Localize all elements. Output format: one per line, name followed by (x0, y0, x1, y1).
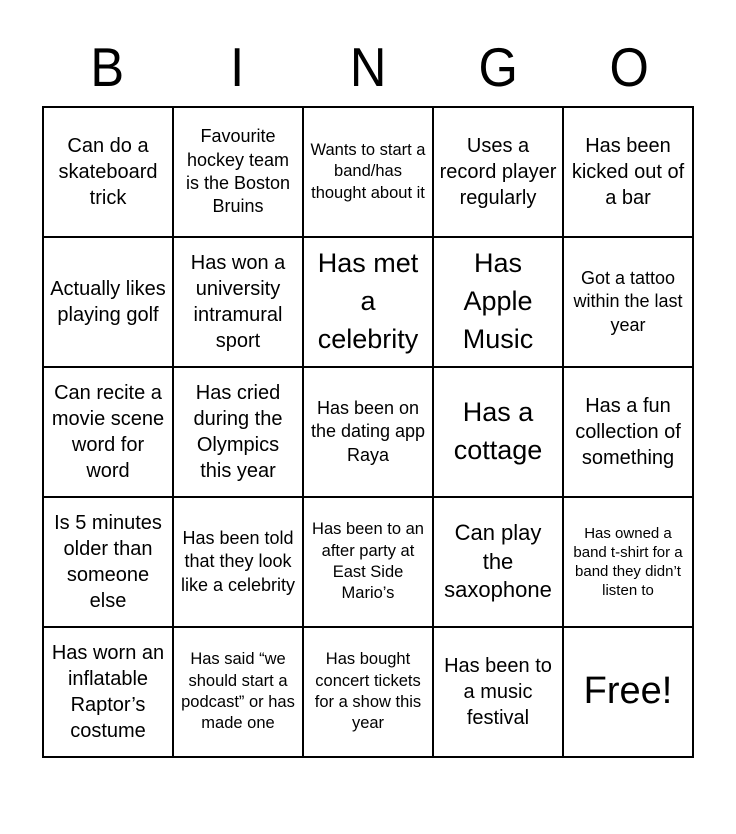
bingo-cell (43, 237, 173, 367)
bingo-cell-text: Has been on the dating app Raya (310, 397, 426, 465)
bingo-title-letter-g: G (478, 36, 519, 98)
bingo-cell-text: Uses a record player regularly (439, 135, 557, 209)
bingo-cell (173, 237, 303, 367)
free-space-cell (563, 627, 693, 757)
bingo-cell-text: Has been to a music festival (444, 655, 552, 729)
bingo-cell-text: Has won a university intramural sport (190, 252, 286, 352)
bingo-cell (563, 497, 693, 627)
bingo-cell-text: Got a tattoo within the last year (573, 267, 683, 335)
bingo-cell-text: Can do a skateboard trick (58, 135, 158, 209)
bingo-cell-text: Has cried during the Olympics this year (193, 382, 283, 482)
bingo-cell (43, 367, 173, 497)
bingo-card-page (0, 34, 736, 834)
bingo-cell-text: Has a cottage (453, 397, 543, 465)
bingo-cell-text: Has been kicked out of a bar (571, 135, 685, 209)
bingo-cell (433, 237, 563, 367)
bingo-cell (303, 627, 433, 757)
bingo-cell (563, 237, 693, 367)
bingo-title (42, 34, 694, 98)
bingo-title-letter-n: N (349, 36, 387, 98)
bingo-cell (43, 107, 173, 237)
bingo-cell-text: Has been told that they look like a celebrity (180, 527, 296, 595)
bingo-cell (433, 107, 563, 237)
bingo-title-letter-b: B (90, 36, 125, 98)
bingo-cell (433, 367, 563, 497)
bingo-cell-text: Has said “we should start a podcast” or has made one (181, 650, 295, 733)
bingo-cell (433, 627, 563, 757)
bingo-cell (43, 627, 173, 757)
bingo-cell-text: Has bought concert tickets for a show this year (314, 650, 422, 733)
bingo-cell-text: Has worn an inflatable Raptor’s costume (51, 642, 165, 742)
bingo-cell-text: Actually likes playing golf (50, 278, 166, 326)
bingo-cell-text: Has Apple Music (462, 248, 534, 354)
bingo-cell-text: Has met a celebrity (317, 248, 419, 354)
bingo-title-letter-i: I (230, 36, 245, 98)
bingo-cell (173, 107, 303, 237)
free-space-text: Free! (583, 670, 673, 713)
bingo-cell (173, 497, 303, 627)
bingo-cell-text: Can play the saxophone (444, 520, 552, 603)
bingo-cell (433, 497, 563, 627)
bingo-cell-text: Has owned a band t-shirt for a band they didn’t listen to (573, 524, 683, 600)
bingo-cell (563, 367, 693, 497)
bingo-cell-text: Can recite a movie scene word for word (51, 382, 165, 482)
bingo-cell-text: Wants to start a band/has thought about it (310, 140, 426, 202)
bingo-cell (303, 237, 433, 367)
bingo-cell-text: Has been to an after party at East Side Mario’s (312, 520, 424, 603)
bingo-cell-text: Favourite hockey team is the Boston Bruins (185, 126, 291, 217)
bingo-cell-text: Is 5 minutes older than someone else (54, 512, 162, 612)
bingo-cell (43, 497, 173, 627)
bingo-grid (42, 106, 694, 758)
bingo-cell (303, 107, 433, 237)
bingo-cell (303, 367, 433, 497)
bingo-cell (173, 367, 303, 497)
bingo-cell (563, 107, 693, 237)
bingo-cell-text: Has a fun collection of something (575, 395, 681, 469)
bingo-cell (303, 497, 433, 627)
bingo-title-letter-o: O (609, 36, 649, 98)
bingo-cell (173, 627, 303, 757)
